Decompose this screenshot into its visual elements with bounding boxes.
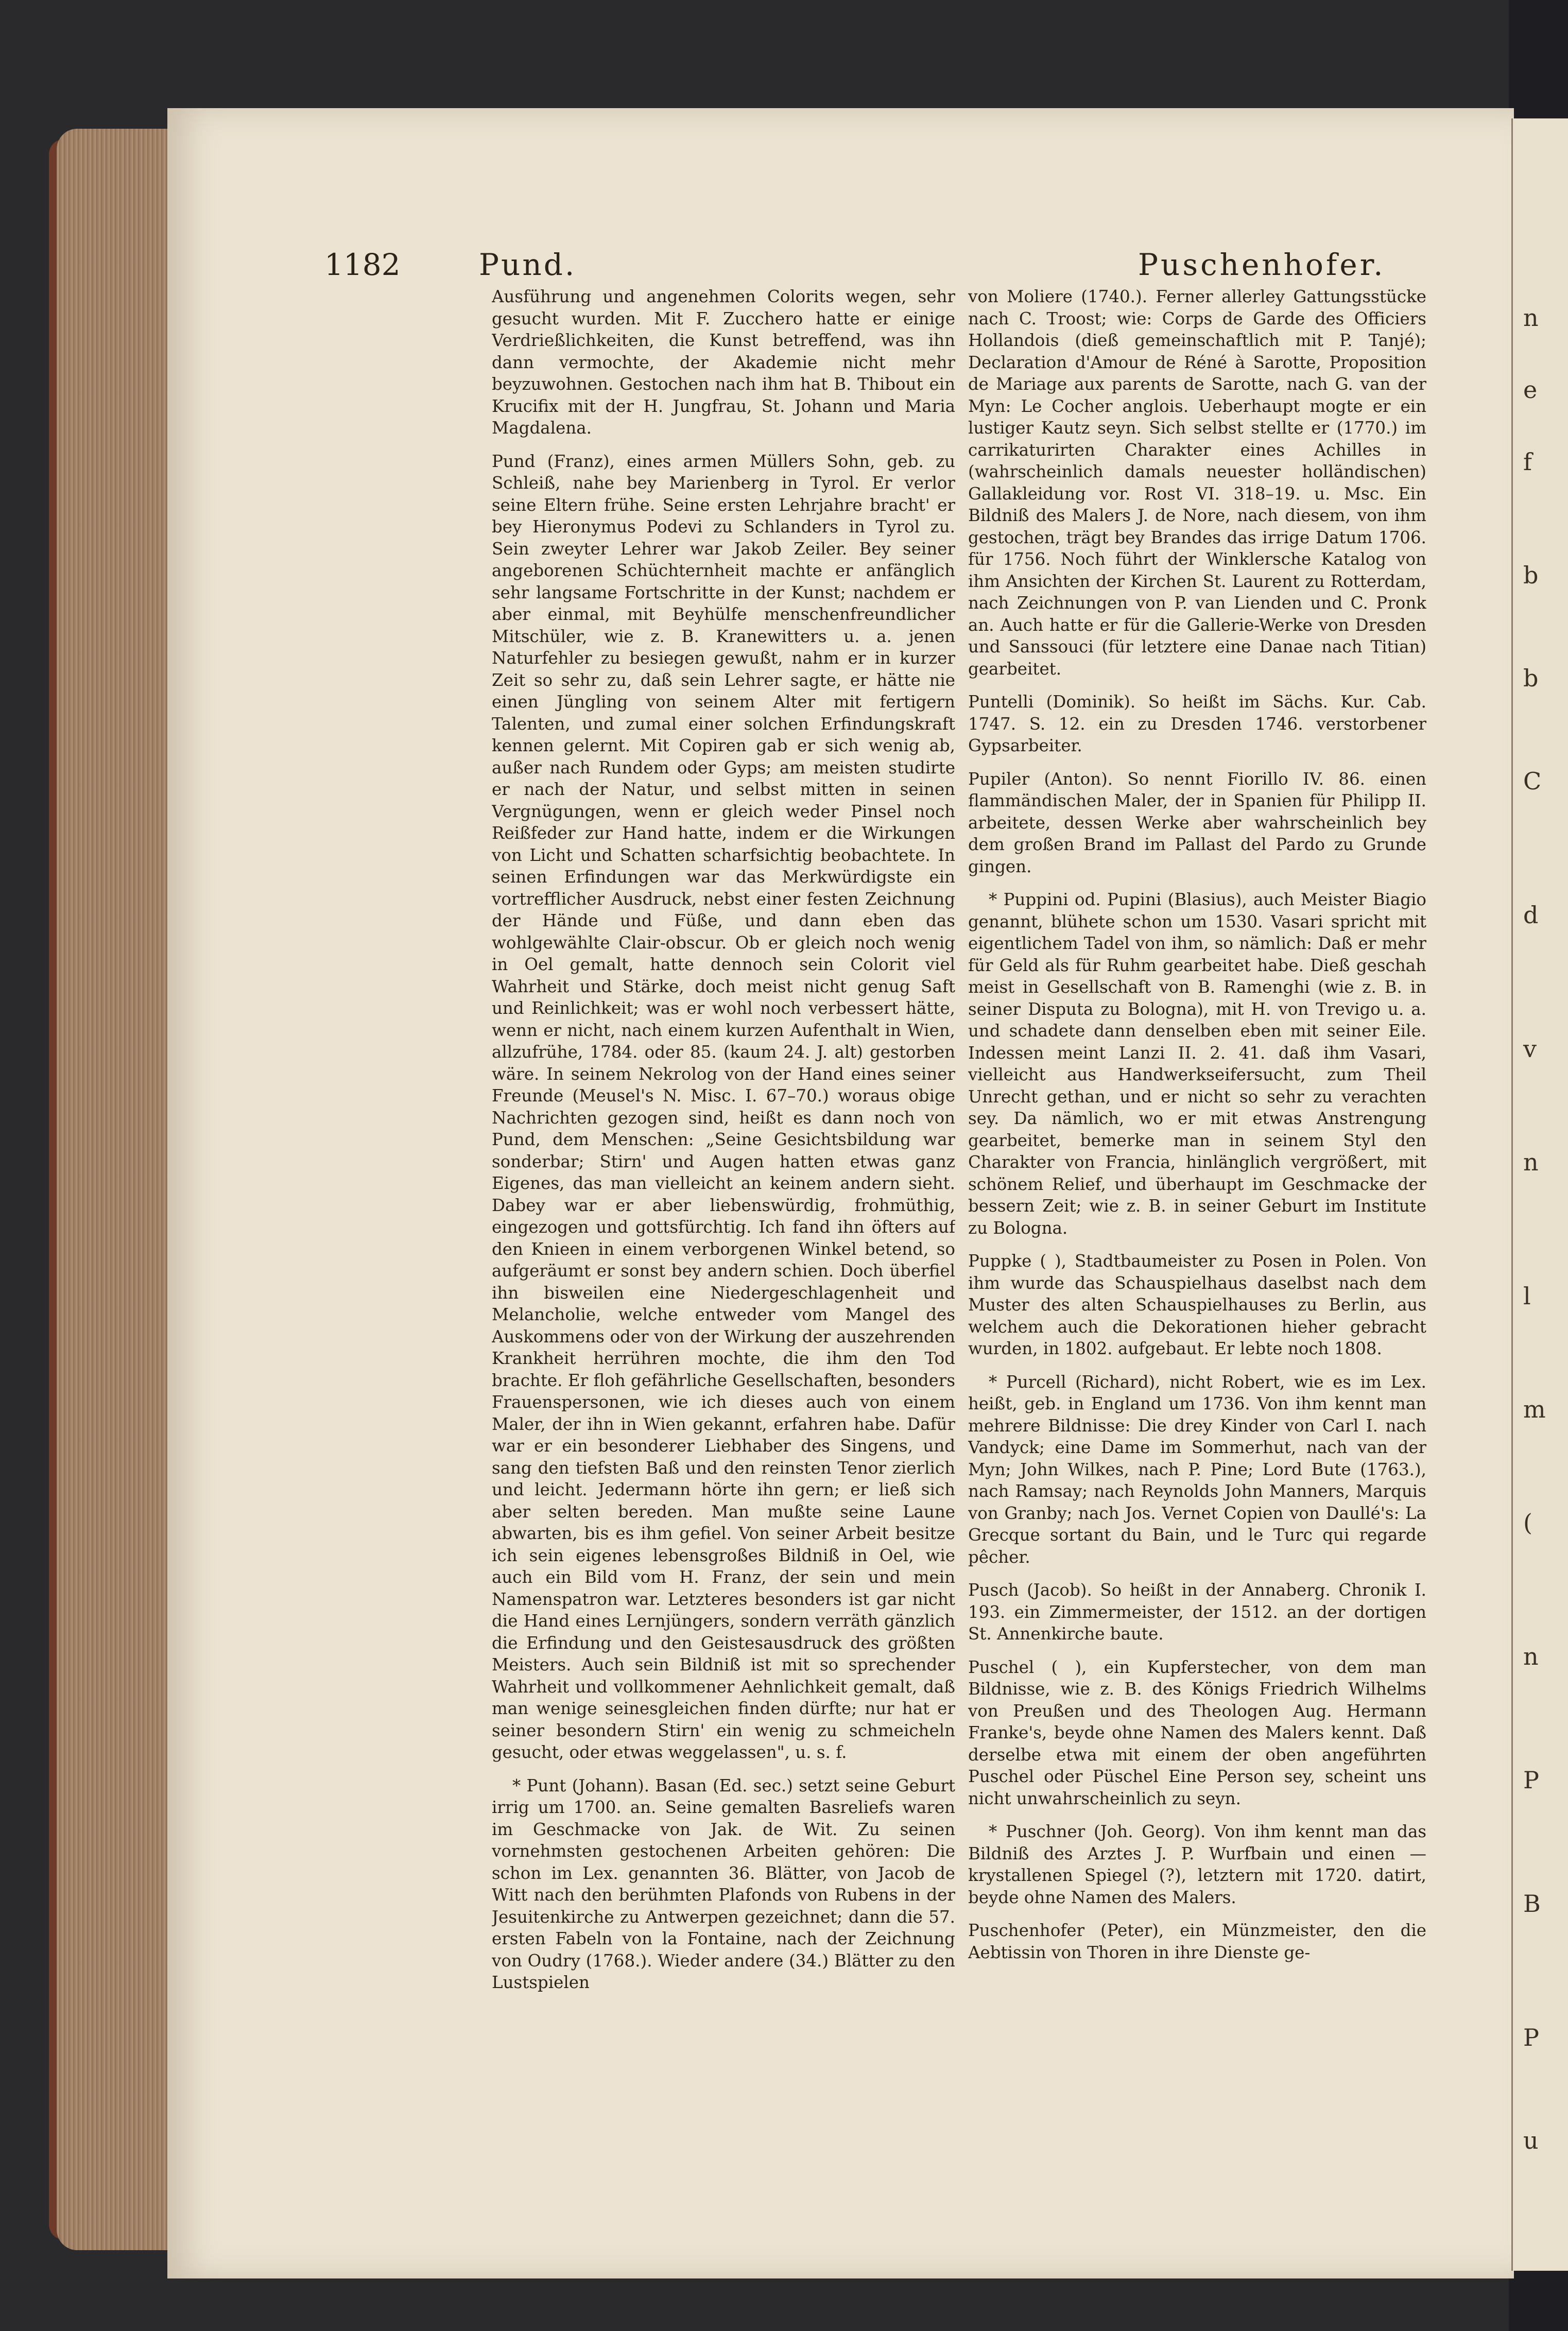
entry-puppini: * Puppini od. Pupini (Blasius), auch Meister Biagio genannt, blühete schon um 1530. Vasari spricht mit eigentlichem Tadel von ihm, so nämlich: Daß er mehr für Geld als für Ruhm gearbeitet habe. Dieß geschah meist in Gesellschaft von B. Ramenghi (wie z. B. in seiner Disputa zu Bologna), mit H. von Trevigo u. a. und schadete dann denselben eben mit seiner Eile. Indessen meint Lanzi II. 2. 41. daß ihm Vasari, vielleicht aus Handwerkseifersucht, zum Theil Unrecht gethan, und er nicht so sehr zu verachten sey. Da nämlich, wo er mit etwas Anstrengung gearbeitet, bemerke man in seinem Styl den Charakter von Francia, hinlänglich vergrößert, mit schönem Relief, und überhaupt im Geschmacke der bessern Zeit; wie z. B. in seiner Geburt im Institute zu Bologna. <box>968 890 1426 1238</box>
entry-puppke: Puppke ( ), Stadtbaumeister zu Posen in Polen. Von ihm wurde das Schauspielhaus daselbst nach dem Muster des alten Schauspielhauses zu Berlin, aus welchem auch die Dekorationen hieher gebracht wurden, in 1802. aufgebaut. Er lebte noch 1808. <box>968 1251 1426 1358</box>
next-page-fragment: ( <box>1523 1509 1532 1536</box>
paragraph: von Moliere (1740.). Ferner allerley Gattungsstücke nach C. Troost; wie: Corps de Garde des Officiers Hollandois (dieß gemeinschaftlich mit P. Tanjé); Declaration d'Amour de Réné à Sarotte, Proposition de Mariage aux parents de Sarotte, nach G. van der Myn: Le Cocher anglois. Ueberhaupt mogte er ein lustiger Kautz seyn. Sich selbst stellte er (1770.) im carrikaturirten Charakter eines Achilles in (wahrscheinlich damals neuester holländischen) Gallakleidung vor. Rost VI. 318–19. u. Msc. Ein Bildniß des Malers J. de Nore, nach diesem, von ihm gestochen, trägt bey Brandes das irrige Datum 1706. für 1756. Noch führt der Winklersche Katalog von ihm Ansichten der Kirchen St. Laurent zu Rotterdam, nach Zeichnungen von P. van Lienden und C. Pronk an. Auch hatte er für die Gallerie-Werke von Dresden und Sanssouci (für letztere eine Danae nach Titian) gearbeitet. <box>968 287 1426 679</box>
next-page-fragment: u <box>1523 2127 1539 2154</box>
running-header <box>324 247 1509 288</box>
next-page-fragment: e <box>1523 376 1538 404</box>
entry-punt: * Punt (Johann). Basan (Ed. sec.) setzt seine Geburt irrig um 1700. an. Seine gemalten Basreliefs waren im Geschmacke von Jak. de Wit. Zu seinen vornehmsten gestochenen Arbeiten gehören: Die schon im Lex. genannten 36. Blätter, von Jacob de Witt nach den berühmten Plafonds von Rubens in der Jesuitenkirche zu Antwerpen gezeichnet; dann die 57. ersten Fabeln von la Fontaine, nach der Zeichnung von Oudry (1768.). Wieder andere (34.) Blätter zu den Lustspielen <box>492 1775 955 1992</box>
next-page-edge <box>1511 118 1568 2271</box>
next-page-fragment: b <box>1523 561 1539 589</box>
right-column <box>968 286 1426 1995</box>
entry-puschenhofer: Puschenhofer (Peter), ein Münzmeister, den die Aebtissin von Thoren in ihre Dienste ge- <box>968 1921 1426 1962</box>
next-page-fragment: m <box>1523 1395 1546 1423</box>
left-column <box>492 286 955 2042</box>
next-page-fragment: b <box>1523 664 1539 692</box>
page-number: 1182 <box>324 247 401 282</box>
header-right-title: Puschenhofer. <box>1138 247 1386 282</box>
next-page-fragment: d <box>1523 901 1539 929</box>
next-page-fragment: n <box>1523 1643 1539 1670</box>
entry-puschner: * Puschner (Joh. Georg). Von ihm kennt man das Bildniß des Arztes J. P. Wurfbain und einen — krystallenen Spiegel (?), letztern mit 1720. datirt, beyde ohne Namen des Malers. <box>968 1822 1426 1907</box>
paragraph: Ausführung und angenehmen Colorits wegen, sehr gesucht wurden. Mit F. Zucchero hatte er einige Verdrießlichkeiten, die Kunst betreffend, was ihn dann vermochte, der Akademie nicht mehr beyzuwohnen. Gestochen nach ihm hat B. Thibout ein Krucifix mit der H. Jungfrau, St. Johann und Maria Magdalena. <box>492 287 955 438</box>
next-page-fragment: n <box>1523 304 1539 332</box>
entry-puntelli: Puntelli (Dominik). So heißt im Sächs. Kur. Cab. 1747. S. 12. ein zu Dresden 1746. verstorbener Gypsarbeiter. <box>968 692 1426 755</box>
next-page-fragment: f <box>1523 448 1532 476</box>
next-page-fragment: P <box>1523 2024 1539 2051</box>
entry-purcell: * Purcell (Richard), nicht Robert, wie es im Lex. heißt, geb. in England um 1736. Von ihm kennt man mehrere Bildnisse: Die drey Kinder von Carl I. nach Vandyck; eine Dame im Sommerhut, nach van der Myn; John Wilkes, nach P. Pine; Lord Bute (1763.), nach Ramsay; nach Reynolds John Manners, Marquis von Granby; nach Jos. Vernet Copien von Daullé's: La Grecque sortant du Bain, und le Turc qui regarde pêcher. <box>968 1372 1426 1567</box>
page-edges <box>57 129 167 2250</box>
entry-puschel: Puschel ( ), ein Kupferstecher, von dem man Bildnisse, wie z. B. des Königs Friedrich Wilhelms von Preußen und des Theologen Aug. Hermann Franke's, beyde ohne Namen des Malers kennt. Daß derselbe etwa mit einem der oben angeführten Puschel oder Püschel Eine Person sey, scheint uns nicht unwahrscheinlich zu seyn. <box>968 1657 1426 1808</box>
entry-pupiler: Pupiler (Anton). So nennt Fiorillo IV. 86. einen flammändischen Maler, der in Spanien für Philipp II. arbeitete, dessen Werke aber wahrscheinlich bey dem großen Brand im Pallast del Pardo zu Grunde gingen. <box>968 769 1426 876</box>
entry-pusch: Pusch (Jacob). So heißt in der Annaberg. Chronik I. 193. ein Zimmermeister, der 1512. an der dortigen St. Annenkirche baute. <box>968 1580 1426 1644</box>
next-page-fragment: P <box>1523 1766 1539 1794</box>
next-page-fragment: n <box>1523 1148 1539 1176</box>
next-page-fragment: v <box>1523 1035 1537 1063</box>
next-page-fragment: B <box>1523 1890 1541 1918</box>
next-page-fragment: C <box>1523 767 1542 795</box>
header-left-title: Pund. <box>479 247 577 282</box>
entry-pund: Pund (Franz), eines armen Müllers Sohn, geb. zu Schleiß, nahe bey Marienberg in Tyrol. Er verlor seine Eltern frühe. Seine ersten Lehrjahre bracht' er bey Hieronymus Podevi zu Schlanders in Tyrol zu. Sein zweyter Lehrer war Jakob Zeiler. Bey seiner angeborenen Schüchternheit machte er anfänglich sehr langsame Fortschritte in der Kunst; nachdem er aber einmal, mit Beyhülfe menschenfreundlicher Mitschüler, wie z. B. Kranewitters u. a. jenen Naturfehler zu besiegen gewußt, nahm er in kurzer Zeit so sehr zu, daß sein Lehrer sagte, er hätte nie einen Jüngling von seinem Alter mit fertigern Talenten, und zumal einer solchen Erfindungskraft kennen gelernt. Mit Copiren gab er sich wenig ab, außer nach Rundem oder Gyps; am meisten studirte er nach der Natur, und selbst mitten in seinen Vergnügungen, wenn er gleich weder Pinsel noch Reißfeder zur Hand hatte, indem er die Wirkungen von Licht und Schatten scharfsichtig beobachtete. In seinen Erfindungen war das Merkwürdigste ein vortrefflicher Ausdruck, nebst einer festen Zeichnung der Hände und Füße, und dann eben das wohlgewählte Clair-obscur. Ob er gleich noch wenig in Oel gemalt, hatte dennoch sein Colorit viel Wahrheit und Stärke, doch meist nicht genug Saft und Reinlichkeit; was er wohl noch verbessert hätte, wenn er nicht, nach einem kurzen Aufenthalt in Wien, allzufrühe, 1784. oder 85. (kaum 24. J. alt) gestorben wäre. In seinem Nekrolog von der Hand eines seiner Freunde (Meusel's N. Misc. I. 67–70.) woraus obige Nachrichten gezogen sind, heißt es dann noch von Pund, dem Menschen: „Seine Gesichtsbildung war sonderbar; Stirn' und Augen hatten etwas ganz Eigenes, das man vielleicht an keinem andern sieht. Dabey war er aber liebenswürdig, frohmüthig, eingezogen und gottsfürchtig. Ich fand ihn öfters auf den Knieen in einem verborgenen Winkel betend, so aufgeräumt er sonst bey andern schien. Doch überfiel ihn bisweilen eine Niedergeschlagenheit und Melancholie, welche entweder vom Mangel des Auskommens oder von der Wirkung der auszehrenden Krankheit herrühren mochte, die ihm den Tod brachte. Er floh gefährliche Gesellschaften, besonders Frauenspersonen, wie ich dieses auch von einem Maler, der ihn in Wien gekannt, erfahren habe. Dafür war er ein besonderer Liebhaber des Singens, und sang den tiefsten Baß und den reinsten Tenor zierlich und leicht. Jedermann hörte ihn gern; er ließ sich aber selten bereden. Man mußte seine Laune abwarten, bis es ihm gefiel. Von seiner Arbeit besitze ich sein eigenes lebensgroßes Bildniß in Oel, wie auch ein Bild vom H. Franz, der sein und mein Namenspatron war. Letzteres besonders ist gar nicht die Hand eines Lernjüngers, sondern verräth gänzlich die Erfindung und den Geistesausdruck des größten Meisters. Auch sein Bildniß ist mit so sprechender Wahrheit und vollkommener Aehnlichkeit gemalt, daß man wenige seinesgleichen finden dürfte; nur hat er seiner besondern Stirn' ein wenig zu schmeicheln gesucht, oder etwas weggelassen", u. s. f. <box>492 451 955 1762</box>
next-page-fragment: l <box>1523 1282 1531 1310</box>
